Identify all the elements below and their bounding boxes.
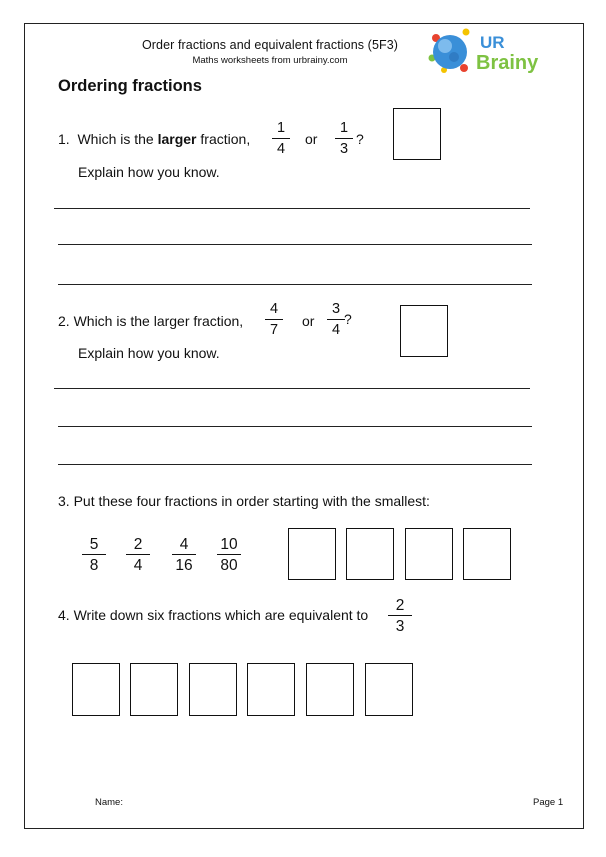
fraction-bar — [327, 319, 345, 320]
q1-answer-box[interactable] — [393, 108, 441, 160]
numerator: 2 — [395, 597, 405, 614]
denominator: 3 — [395, 618, 405, 635]
q1-question-mark: ? — [356, 131, 364, 147]
worksheet-title: Order fractions and equivalent fractions (5F3) — [141, 38, 399, 52]
logo-text-bottom: Brainy — [476, 52, 539, 74]
q1-fraction-b — [331, 120, 357, 158]
q4-fraction — [384, 597, 416, 635]
q3-order-box-4[interactable] — [463, 528, 511, 580]
q4-answer-box-3[interactable] — [189, 663, 237, 716]
q2-answer-line-1[interactable] — [54, 388, 530, 389]
q4-answer-box-5[interactable] — [306, 663, 354, 716]
q1-answer-line-1[interactable] — [54, 208, 530, 209]
fraction-bar — [335, 138, 353, 139]
worksheet-subtitle: Maths worksheets from urbrainy.com — [192, 55, 348, 66]
page-number: Page 1 — [533, 797, 564, 808]
denominator: 4 — [133, 557, 143, 574]
q1-or: or — [305, 131, 318, 147]
denominator: 80 — [220, 557, 238, 574]
q3-order-box-3[interactable] — [405, 528, 453, 580]
q1-answer-line-3[interactable] — [58, 284, 532, 285]
q2-question-mark: ? — [344, 311, 352, 327]
q1-suffix: fraction, — [196, 131, 251, 147]
q1-explain-prompt: Explain how you know. — [78, 164, 220, 180]
denominator: 16 — [175, 557, 193, 574]
fraction-bar — [82, 554, 106, 555]
q2-answer-box[interactable] — [400, 305, 448, 357]
numerator: 4 — [269, 301, 279, 317]
numerator: 4 — [179, 536, 189, 553]
q1-fraction-a — [268, 120, 294, 158]
q2-answer-line-3[interactable] — [58, 464, 532, 465]
fraction-bar — [126, 554, 150, 555]
fraction-bar — [272, 138, 290, 139]
denominator: 7 — [269, 322, 279, 338]
q2-explain-prompt: Explain how you know. — [78, 345, 220, 361]
urbrainy-logo-graphic — [426, 24, 550, 76]
q3-fraction-3 — [168, 536, 200, 574]
fraction-bar — [265, 319, 283, 320]
q4-text: 4. Write down six fractions which are equivalent to — [58, 607, 369, 623]
numerator: 5 — [89, 536, 99, 553]
q2-text: 2. Which is the larger fraction, — [58, 313, 244, 329]
q4-answer-box-6[interactable] — [365, 663, 413, 716]
q1-text — [58, 131, 250, 147]
q4-answer-box-1[interactable] — [72, 663, 120, 716]
denominator: 8 — [89, 557, 99, 574]
q3-fraction-1 — [78, 536, 110, 574]
q1-answer-line-2[interactable] — [58, 244, 532, 245]
q3-text: 3. Put these four fractions in order starting with the smallest: — [58, 493, 430, 509]
denominator: 4 — [331, 322, 341, 338]
q4-answer-box-4[interactable] — [247, 663, 295, 716]
fraction-bar — [388, 615, 412, 616]
fraction-bar — [217, 554, 241, 555]
q1-bold-word: larger — [157, 131, 197, 147]
q2-answer-line-2[interactable] — [58, 426, 532, 427]
numerator: 3 — [331, 301, 341, 317]
numerator: 2 — [133, 536, 143, 553]
urbrainy-logo — [426, 24, 550, 76]
section-heading: Ordering fractions — [58, 77, 202, 95]
q2-fraction-a — [261, 301, 287, 339]
q4-answer-box-2[interactable] — [130, 663, 178, 716]
q1-prefix: 1. Which is the — [58, 131, 158, 147]
name-label: Name: — [95, 797, 123, 808]
fraction-bar — [172, 554, 196, 555]
q3-order-box-1[interactable] — [288, 528, 336, 580]
q2-or: or — [302, 313, 315, 329]
numerator: 1 — [276, 120, 286, 136]
denominator: 3 — [339, 141, 349, 157]
q3-order-box-2[interactable] — [346, 528, 394, 580]
q3-fraction-2 — [122, 536, 154, 574]
numerator: 1 — [339, 120, 349, 136]
numerator: 10 — [220, 536, 238, 553]
logo-text-top: UR — [480, 33, 505, 52]
q3-fraction-4 — [213, 536, 245, 574]
denominator: 4 — [276, 141, 286, 157]
